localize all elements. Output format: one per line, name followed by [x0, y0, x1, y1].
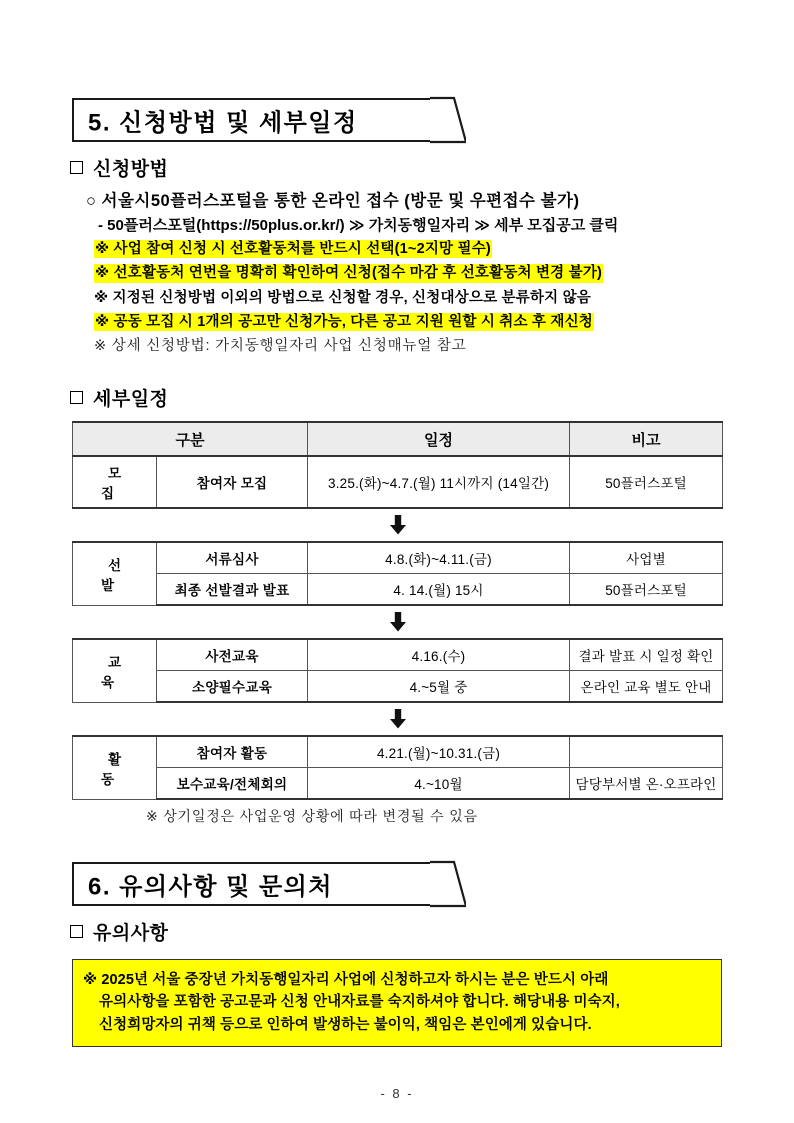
list-item-text: ○ 서울시50플러스포털을 통한 온라인 접수 (방문 및 우편접수 불가)	[86, 192, 580, 210]
list-item	[86, 189, 794, 214]
table-row	[73, 542, 723, 574]
list-item	[90, 310, 794, 335]
row-remark: 결과 발표 시 일정 확인	[570, 639, 723, 671]
banner-corner-icon	[430, 96, 466, 144]
row-item: 참여자 모집	[157, 456, 308, 508]
list-item-text-highlighted: ※ 사업 참여 신청 시 선호활동처를 반드시 선택(1~2지망 필수)	[95, 240, 491, 257]
table-head	[73, 422, 723, 456]
section-5	[0, 98, 794, 826]
heading-label: 신청방법	[93, 159, 169, 180]
heading-label: 유의사항	[93, 923, 169, 944]
heading-application-method	[70, 154, 794, 181]
application-method-list	[86, 189, 794, 358]
schedule-footnote: ※ 상기일정은 사업운영 상황에 따라 변경될 수 있음	[146, 808, 478, 824]
section-6-title: 6. 유의사항 및 문의처	[88, 873, 333, 901]
banner-corner-icon	[430, 860, 466, 908]
row-remark: 50플러스포털	[570, 456, 723, 508]
schedule-table	[72, 421, 723, 800]
page-number: - 8 -	[380, 1086, 414, 1101]
table-row	[73, 456, 723, 508]
row-schedule: 4.~10월	[308, 768, 570, 800]
list-item-text: ※ 상세 신청방법: 가치동행일자리 사업 신청매뉴얼 참고	[94, 338, 467, 354]
row-item: 보수교육/전체회의	[157, 768, 308, 800]
caution-box	[72, 959, 722, 1047]
row-remark: 온라인 교육 별도 안내	[570, 671, 723, 703]
column-header-category: 구분	[73, 422, 308, 456]
row-schedule: 4. 14.(월) 15시	[308, 574, 570, 606]
row-category: 모 집	[73, 456, 157, 508]
heading-detailed-schedule	[70, 384, 794, 411]
list-item	[90, 286, 794, 310]
list-item-text-highlighted: ※ 선호활동처 연번을 명확히 확인하여 신청(접수 마감 후 선호활동처 변경 불가)	[95, 265, 603, 281]
section-5-banner	[72, 98, 432, 142]
flow-arrow-cell	[73, 605, 723, 639]
heading-cautions	[70, 918, 794, 945]
flow-arrow-row	[73, 605, 723, 639]
row-item: 참여자 활동	[157, 736, 308, 768]
table-row	[73, 671, 723, 703]
square-bullet-icon	[70, 161, 83, 174]
row-schedule: 4.~5월 중	[308, 671, 570, 703]
row-category: 선 발	[73, 542, 157, 605]
section-5-title: 5. 신청방법 및 세부일정	[88, 109, 358, 137]
list-item	[98, 214, 794, 237]
column-header-remark: 비고	[570, 422, 723, 456]
row-category: 교 육	[73, 639, 157, 702]
list-item-text-highlighted: ※ 공동 모집 시 1개의 공고만 신청가능, 다른 공고 지원 원할 시 취소 후 재신청	[95, 313, 593, 330]
list-item-text: ※ 지정된 신청방법 이외의 방법으로 신청할 경우, 신청대상으로 분류하지 않음	[94, 289, 591, 306]
row-item: 사전교육	[157, 639, 308, 671]
table-row	[73, 768, 723, 800]
square-bullet-icon	[70, 925, 83, 938]
square-bullet-icon	[70, 391, 83, 404]
row-item: 서류심사	[157, 542, 308, 574]
table-header-row	[73, 422, 723, 456]
table-row	[73, 574, 723, 606]
row-category: 활 동	[73, 736, 157, 799]
row-schedule: 4.21.(월)~10.31.(금)	[308, 736, 570, 768]
table-row	[73, 736, 723, 768]
list-item	[90, 237, 794, 262]
row-item: 소양필수교육	[157, 671, 308, 703]
column-header-schedule: 일정	[308, 422, 570, 456]
list-item	[90, 261, 794, 286]
list-item	[90, 334, 794, 358]
caution-line: ※ 2025년 서울 중장년 가치동행일자리 사업에 신청하고자 하시는 분은 반드시 아래	[83, 972, 609, 988]
flow-arrow-row	[73, 508, 723, 542]
flow-arrow-cell	[73, 702, 723, 736]
down-arrow-icon	[387, 708, 409, 730]
row-item: 최종 선발결과 발표	[157, 574, 308, 606]
row-remark	[570, 736, 723, 768]
row-schedule: 4.8.(화)~4.11.(금)	[308, 542, 570, 574]
heading-label: 세부일정	[93, 389, 169, 410]
flow-arrow-cell	[73, 508, 723, 542]
schedule-table-wrapper	[72, 421, 722, 826]
table-row	[73, 639, 723, 671]
section-6-banner	[72, 862, 432, 906]
down-arrow-icon	[387, 611, 409, 633]
row-remark: 담당부서별 온·오프라인	[570, 768, 723, 800]
table-body	[73, 456, 723, 799]
list-item-text: - 50플러스포털(https://50plus.or.kr/) ≫ 가치동행일자리 ≫ 세부 모집공고 클릭	[98, 216, 619, 234]
row-remark: 50플러스포털	[570, 574, 723, 606]
flow-arrow-row	[73, 702, 723, 736]
row-schedule: 3.25.(화)~4.7.(월) 11시까지 (14일간)	[308, 456, 570, 508]
row-schedule: 4.16.(수)	[308, 639, 570, 671]
caution-line: 유의사항을 포함한 공고문과 신청 안내자료를 숙지하셔야 합니다. 해당내용 미숙지,	[99, 994, 620, 1011]
row-remark: 사업별	[570, 542, 723, 574]
caution-line: 신청희망자의 귀책 등으로 인하여 발생하는 불이익, 책임은 본인에게 있습니다.	[99, 1016, 592, 1033]
section-6	[0, 862, 794, 1047]
down-arrow-icon	[387, 514, 409, 536]
